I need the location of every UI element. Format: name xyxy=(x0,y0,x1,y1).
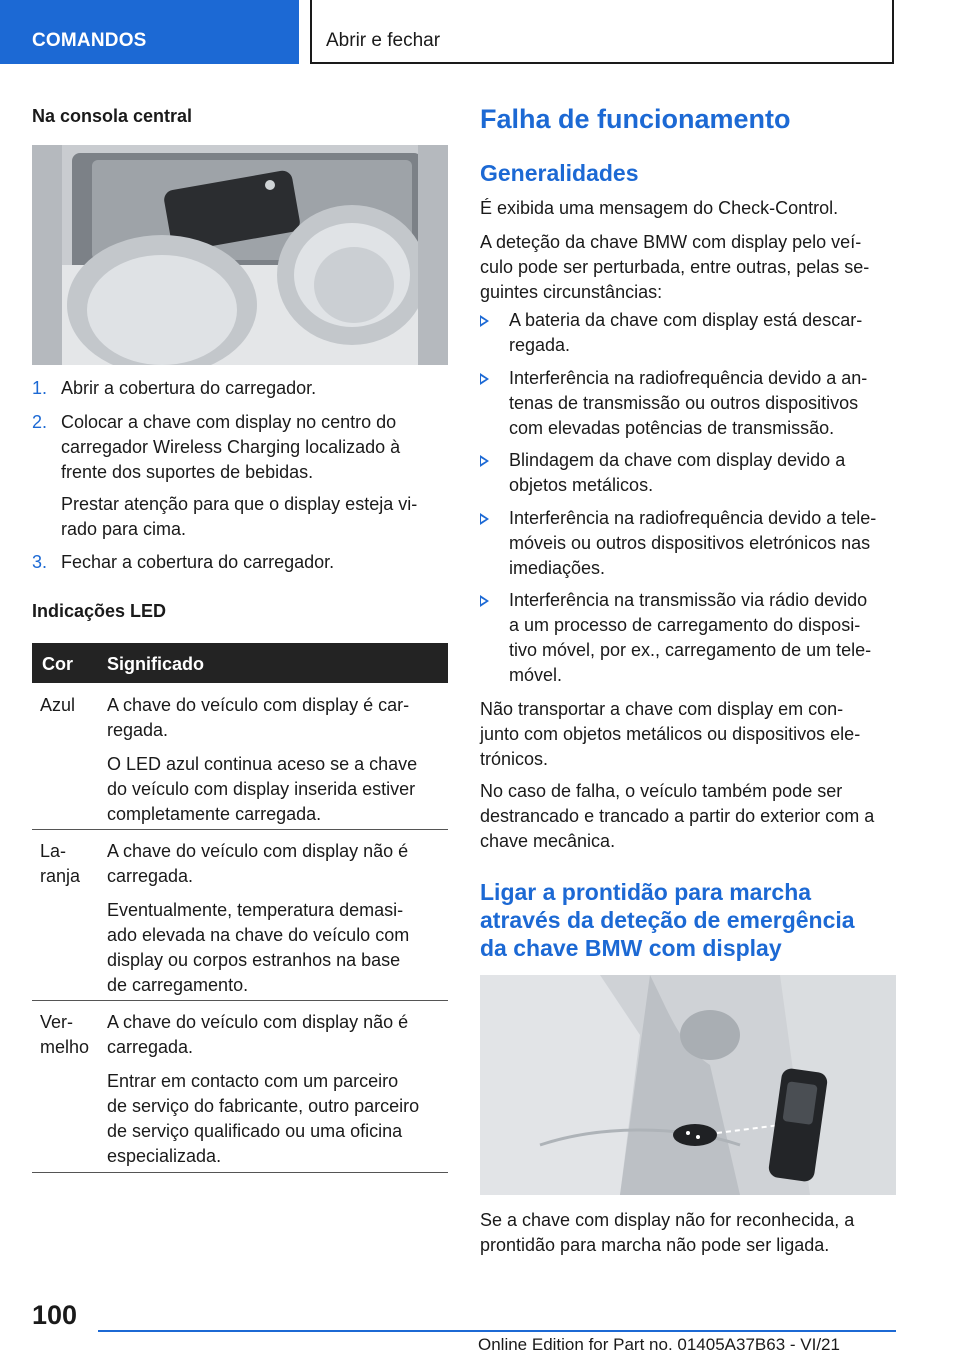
text-line: ado elevada na chave do veículo com xyxy=(107,925,410,945)
page-number: 100 xyxy=(32,1300,78,1330)
bullet-item-5 xyxy=(509,588,871,688)
text-line: Eventualmente, temperatura demasi‐ xyxy=(107,900,404,920)
text-line: ranja xyxy=(40,866,81,886)
text-line: A deteção da chave BMW com display pelo veí‐ xyxy=(480,232,862,252)
text-line: destrancado e trancado a partir do exterior com a xyxy=(480,806,875,826)
chapter-label: Abrir e fechar xyxy=(326,30,441,51)
fallback-paragraph xyxy=(480,779,874,854)
text-line: rado para cima. xyxy=(61,519,187,539)
table-row-divider xyxy=(32,829,448,830)
text-line: do veículo com display inserida estiver xyxy=(107,779,416,799)
intro-paragraph-2 xyxy=(480,230,869,305)
text-line: A chave do veículo com display não é xyxy=(107,841,409,861)
text-line: completamente carregada. xyxy=(107,804,322,824)
bullet-item-2 xyxy=(509,366,867,441)
table-row-divider xyxy=(32,1000,448,1001)
general-subtitle: Generalidades xyxy=(480,160,639,186)
table-row-2-meaning xyxy=(107,839,409,998)
text-line: chave mecânica. xyxy=(480,831,616,851)
text-line: Prestar atenção para que o display esteja vi‐ xyxy=(61,494,418,514)
text-line: prontidão para marcha não pode ser ligada. xyxy=(480,1235,830,1255)
step-text-1 xyxy=(61,376,316,401)
text-line: tivo móvel, por ex., carregamento de um tele‐ xyxy=(509,640,872,660)
text-line: É exibida uma mensagem do Check-Control. xyxy=(480,198,839,218)
chapter-tab[interactable] xyxy=(310,0,894,64)
caption-paragraph xyxy=(480,1208,854,1258)
text-line: frente dos suportes de bebidas. xyxy=(61,462,314,482)
text-line: regada. xyxy=(509,335,571,355)
section-label: COMANDOS xyxy=(32,30,147,51)
text-line: de carregamento. xyxy=(107,975,249,995)
text-line: Colocar a chave com display no centro do xyxy=(61,412,397,432)
text-line: A chave do veículo com display não é xyxy=(107,1012,409,1032)
table-row-3-meaning xyxy=(107,1010,419,1169)
warning-paragraph xyxy=(480,697,860,772)
table-row-1-meaning xyxy=(107,693,417,827)
console-charger-illustration xyxy=(32,145,448,365)
step-text-3 xyxy=(61,550,334,575)
text-line: guintes circunstâncias: xyxy=(480,282,663,302)
step-number-2: 2. xyxy=(32,412,48,432)
triangle-bullet-icon xyxy=(480,373,489,385)
text-line: Azul xyxy=(40,695,76,715)
table-row-divider xyxy=(32,1172,448,1173)
triangle-bullet-icon xyxy=(480,315,489,327)
step-note xyxy=(61,492,417,542)
text-line: Interferência na transmissão via rádio devido xyxy=(509,590,868,610)
emergency-key-photo xyxy=(480,975,896,1195)
section-tab[interactable] xyxy=(0,0,299,64)
col-header-color: Cor xyxy=(42,654,73,674)
text-line: carregada. xyxy=(107,866,194,886)
text-line: carregada. xyxy=(107,1037,194,1057)
table-row-3-color xyxy=(40,1010,89,1060)
bullet-item-3 xyxy=(509,448,845,498)
triangle-bullet-icon xyxy=(480,455,489,467)
text-line: Abrir a cobertura do carregador. xyxy=(61,378,317,398)
text-line: junto com objetos metálicos ou dispositivos ele‐ xyxy=(480,724,861,744)
text-line: melho xyxy=(40,1037,90,1057)
text-line: regada. xyxy=(107,720,169,740)
step-number-3: 3. xyxy=(32,552,48,572)
text-line: móvel. xyxy=(509,665,563,685)
intro-paragraph-1 xyxy=(480,196,838,221)
col-header-meaning: Significado xyxy=(107,654,205,674)
text-line: A chave do veículo com display é car‐ xyxy=(107,695,410,715)
edition-info: Online Edition for Part no. 01405A37B63 - VI/21 xyxy=(478,1335,840,1354)
triangle-bullet-icon xyxy=(480,595,489,607)
text-line: imediações. xyxy=(509,558,606,578)
led-table-header xyxy=(32,643,448,683)
table-row-2-color xyxy=(40,839,80,889)
text-line: culo pode ser perturbada, entre outras, pelas se‐ xyxy=(480,257,870,277)
text-line: Blindagem da chave com display devido a xyxy=(509,450,846,470)
text-line: Entrar em contacto com um parceiro xyxy=(107,1071,399,1091)
text-line: carregador Wireless Charging localizado à xyxy=(61,437,401,457)
text-line: a um processo de carregamento do disposi‐ xyxy=(509,615,861,635)
text-line: trónicos. xyxy=(480,749,549,769)
triangle-bullet-icon xyxy=(480,513,489,525)
text-line: Fechar a cobertura do carregador. xyxy=(61,552,335,572)
text-line: O LED azul continua aceso se a chave xyxy=(107,754,418,774)
text-line: de serviço qualificado ou uma oficina xyxy=(107,1121,403,1141)
text-line: Não transportar a chave com display em con‐ xyxy=(480,699,844,719)
led-heading: Indicações LED xyxy=(32,601,167,621)
text-line: móveis ou outros dispositivos eletrónicos nas xyxy=(509,533,871,553)
step-number-1: 1. xyxy=(32,378,48,398)
text-line: No caso de falha, o veículo também pode ser xyxy=(480,781,843,801)
footer-divider xyxy=(98,1330,896,1332)
text-line: Se a chave com display não for reconhecida, a xyxy=(480,1210,855,1230)
table-row-1-color xyxy=(40,693,75,718)
text-line: objetos metálicos. xyxy=(509,475,654,495)
text-line: através da deteção de emergência xyxy=(480,907,855,933)
text-line: especializada. xyxy=(107,1146,222,1166)
text-line: tenas de transmissão ou outros dispositivos xyxy=(509,393,859,413)
text-line: Interferência na radiofrequência devido a tele‐ xyxy=(509,508,877,528)
text-line: de serviço do fabricante, outro parceiro xyxy=(107,1096,420,1116)
text-line: Ver‐ xyxy=(40,1012,74,1032)
text-line: com elevadas potências de transmissão. xyxy=(509,418,835,438)
emergency-detection-title xyxy=(480,878,900,962)
console-charger-photo xyxy=(32,145,448,365)
step-text-2 xyxy=(61,410,400,485)
text-line: display ou corpos estranhos na base xyxy=(107,950,401,970)
text-line: da chave BMW com display xyxy=(480,935,782,961)
bullet-item-1 xyxy=(509,308,862,358)
console-subheading: Na consola central xyxy=(32,106,193,126)
text-line: Interferência na radiofrequência devido a an‐ xyxy=(509,368,868,388)
emergency-key-illustration xyxy=(480,975,896,1195)
text-line: A bateria da chave com display está descar‐ xyxy=(509,310,863,330)
text-line: Ligar a prontidão para marcha xyxy=(480,879,812,905)
text-line: La‐ xyxy=(40,841,67,861)
malfunction-title: Falha de funcionamento xyxy=(480,104,791,134)
bullet-item-4 xyxy=(509,506,876,581)
